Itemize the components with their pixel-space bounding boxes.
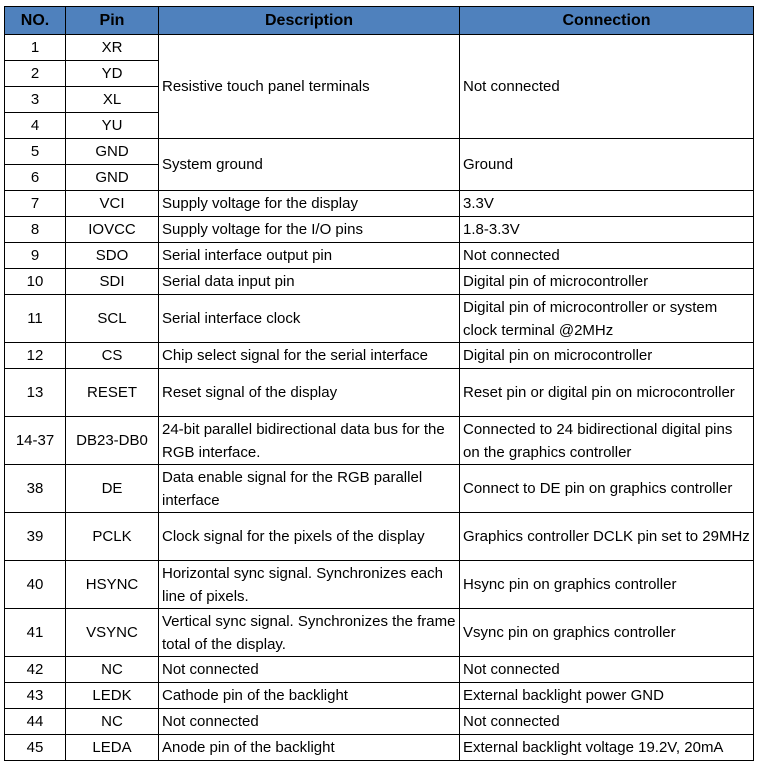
cell-no: 10 (5, 269, 66, 295)
cell-description: Not connected (159, 709, 460, 735)
cell-pin: SDO (66, 243, 159, 269)
cell-description: 24-bit parallel bidirectional data bus for the RGB interface. (159, 417, 460, 465)
cell-connection: 1.8-3.3V (460, 217, 754, 243)
cell-no: 11 (5, 295, 66, 343)
header-row (5, 7, 754, 35)
cell-no: 1 (5, 35, 66, 61)
cell-pin: CS (66, 343, 159, 369)
table-row (5, 465, 754, 513)
table-row (5, 295, 754, 343)
cell-no: 7 (5, 191, 66, 217)
table-row (5, 709, 754, 735)
cell-connection: Ground (460, 139, 754, 191)
cell-pin: SDI (66, 269, 159, 295)
cell-description: Horizontal sync signal. Synchronizes each line of pixels. (159, 561, 460, 609)
cell-pin: LEDK (66, 683, 159, 709)
cell-pin: XL (66, 87, 159, 113)
cell-pin: GND (66, 165, 159, 191)
cell-no: 40 (5, 561, 66, 609)
table-row (5, 417, 754, 465)
header-connection: Connection (460, 7, 754, 35)
cell-pin: LEDA (66, 735, 159, 761)
table-row (5, 657, 754, 683)
cell-connection: External backlight power GND (460, 683, 754, 709)
cell-connection: Digital pin of microcontroller (460, 269, 754, 295)
cell-pin: GND (66, 139, 159, 165)
cell-pin: HSYNC (66, 561, 159, 609)
cell-connection: Digital pin on microcontroller (460, 343, 754, 369)
cell-connection: Vsync pin on graphics controller (460, 609, 754, 657)
cell-pin: PCLK (66, 513, 159, 561)
cell-connection: Reset pin or digital pin on microcontroller (460, 369, 754, 417)
cell-description: Resistive touch panel terminals (159, 35, 460, 139)
cell-no: 13 (5, 369, 66, 417)
cell-no: 14-37 (5, 417, 66, 465)
table-row (5, 269, 754, 295)
header-no: NO. (5, 7, 66, 35)
cell-no: 42 (5, 657, 66, 683)
cell-connection: Connected to 24 bidirectional digital pins on the graphics controller (460, 417, 754, 465)
table-row (5, 683, 754, 709)
cell-no: 39 (5, 513, 66, 561)
cell-description: Supply voltage for the display (159, 191, 460, 217)
cell-no: 9 (5, 243, 66, 269)
cell-pin: YD (66, 61, 159, 87)
cell-pin: IOVCC (66, 217, 159, 243)
cell-description: System ground (159, 139, 460, 191)
pin-table (4, 6, 754, 761)
table-row (5, 735, 754, 761)
header-description: Description (159, 7, 460, 35)
table-row (5, 217, 754, 243)
cell-connection: Not connected (460, 657, 754, 683)
cell-description: Chip select signal for the serial interface (159, 343, 460, 369)
cell-no: 5 (5, 139, 66, 165)
cell-no: 38 (5, 465, 66, 513)
cell-description: Serial interface output pin (159, 243, 460, 269)
table-row (5, 609, 754, 657)
cell-pin: VSYNC (66, 609, 159, 657)
cell-description: Anode pin of the backlight (159, 735, 460, 761)
cell-description: Not connected (159, 657, 460, 683)
cell-no: 43 (5, 683, 66, 709)
cell-no: 44 (5, 709, 66, 735)
cell-description: Cathode pin of the backlight (159, 683, 460, 709)
cell-pin: NC (66, 709, 159, 735)
cell-description: Supply voltage for the I/O pins (159, 217, 460, 243)
cell-description: Vertical sync signal. Synchronizes the frame total of the display. (159, 609, 460, 657)
cell-connection: Not connected (460, 35, 754, 139)
cell-no: 4 (5, 113, 66, 139)
cell-connection: 3.3V (460, 191, 754, 217)
table-row (5, 513, 754, 561)
cell-pin: SCL (66, 295, 159, 343)
cell-no: 8 (5, 217, 66, 243)
cell-connection: Not connected (460, 243, 754, 269)
cell-pin: DB23-DB0 (66, 417, 159, 465)
cell-description: Reset signal of the display (159, 369, 460, 417)
cell-description: Data enable signal for the RGB parallel interface (159, 465, 460, 513)
table-row (5, 369, 754, 417)
cell-pin: DE (66, 465, 159, 513)
cell-connection: External backlight voltage 19.2V, 20mA (460, 735, 754, 761)
table-row (5, 35, 754, 61)
table-row (5, 243, 754, 269)
cell-pin: YU (66, 113, 159, 139)
cell-pin: RESET (66, 369, 159, 417)
cell-no: 41 (5, 609, 66, 657)
table-row (5, 139, 754, 165)
cell-connection: Graphics controller DCLK pin set to 29MHz (460, 513, 754, 561)
cell-pin: XR (66, 35, 159, 61)
header-pin: Pin (66, 7, 159, 35)
cell-connection: Not connected (460, 709, 754, 735)
cell-connection: Digital pin of microcontroller or system clock terminal @2MHz (460, 295, 754, 343)
cell-pin: NC (66, 657, 159, 683)
cell-connection: Connect to DE pin on graphics controller (460, 465, 754, 513)
cell-description: Clock signal for the pixels of the display (159, 513, 460, 561)
cell-pin: VCI (66, 191, 159, 217)
cell-no: 45 (5, 735, 66, 761)
cell-connection: Hsync pin on graphics controller (460, 561, 754, 609)
cell-no: 3 (5, 87, 66, 113)
cell-no: 2 (5, 61, 66, 87)
cell-description: Serial interface clock (159, 295, 460, 343)
cell-no: 6 (5, 165, 66, 191)
cell-description: Serial data input pin (159, 269, 460, 295)
table-row (5, 561, 754, 609)
cell-no: 12 (5, 343, 66, 369)
table-row (5, 191, 754, 217)
table-row (5, 343, 754, 369)
